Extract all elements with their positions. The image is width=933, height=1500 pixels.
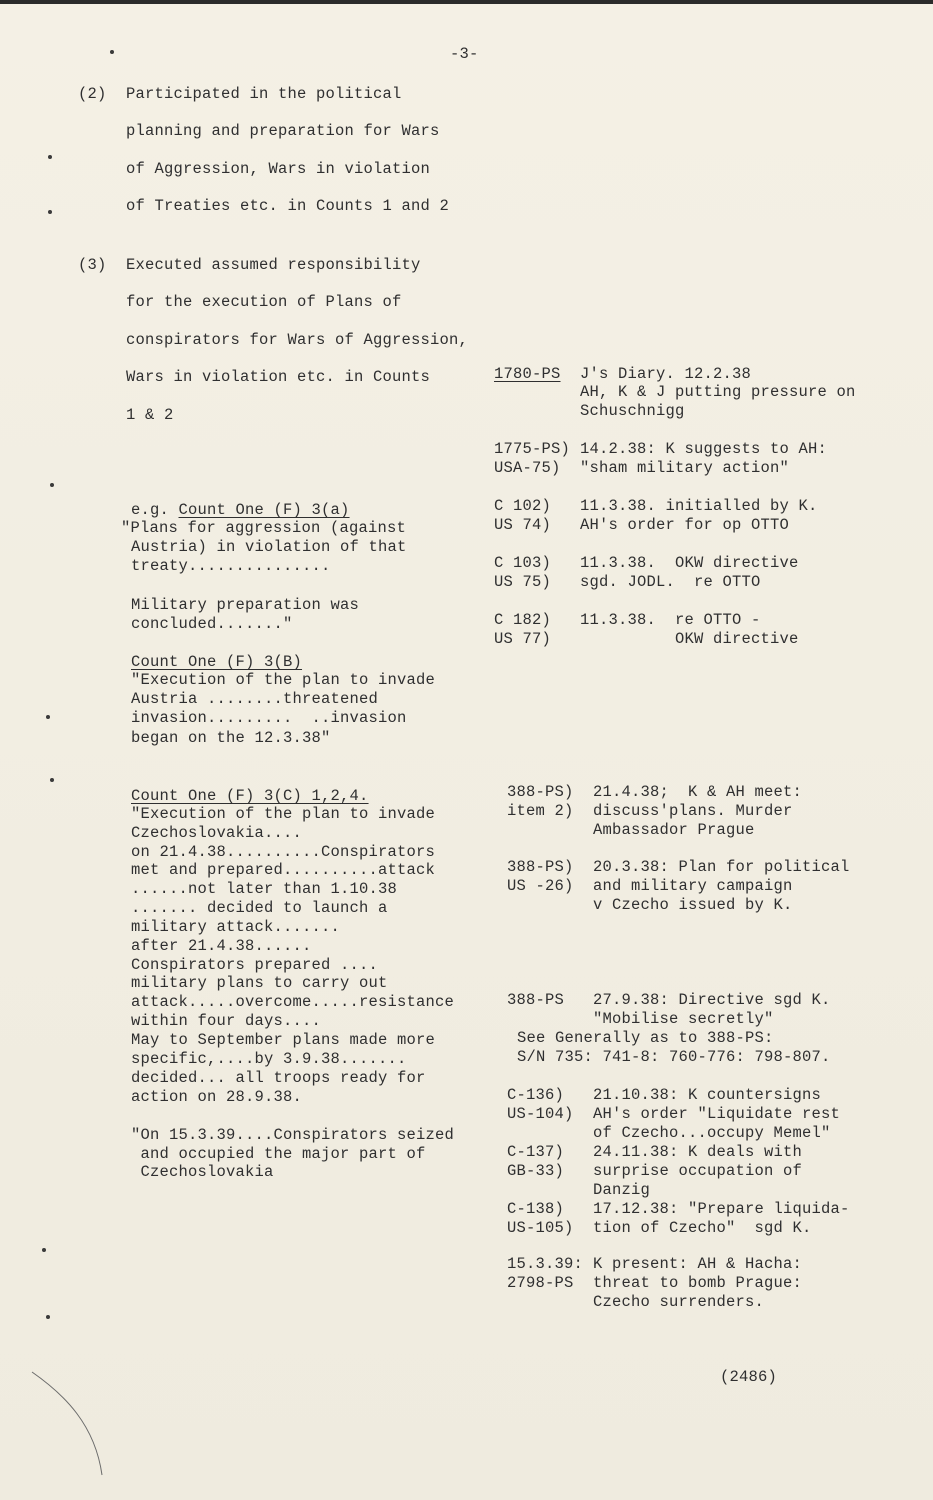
scan-speck <box>42 1248 46 1252</box>
f3c-line-8: after 21.4.38...... <box>131 937 312 955</box>
f3c-line-3: on 21.4.38..........Conspirators <box>131 843 436 861</box>
ref-us-74: US 74) <box>494 516 552 534</box>
desc-1780-line-1: J's Diary. 12.2.38 <box>580 365 752 383</box>
ref-1780-ps: 1780-PS <box>494 365 561 383</box>
desc-c102-line-2: AH's order for op OTTO <box>580 516 790 534</box>
f3c-line-6: ....... decided to launch a <box>131 899 388 917</box>
f3c-line-4: met and prepared..........attack <box>131 861 436 879</box>
item-3-line-5: 1 & 2 <box>126 406 174 424</box>
ref-us-105: US-105) <box>507 1219 574 1237</box>
ref-388-ps-a: 388-PS) <box>507 783 574 801</box>
desc-388c-line-1: 27.9.38: Directive sgd K. <box>593 991 831 1009</box>
desc-388a-line-2: discuss'plans. Murder <box>593 802 793 820</box>
ref-15-3-39: 15.3.39: <box>507 1255 584 1273</box>
f3c-line-11: attack.....overcome.....resistance <box>131 993 455 1011</box>
ref-c-182: C 182) <box>494 611 552 629</box>
desc-c136-line-3: of Czecho...occupy Memel" <box>593 1124 831 1142</box>
desc-c138-line-1: 17.12.38: "Prepare liquida- <box>593 1200 850 1218</box>
ref-c-137: C-137) <box>507 1143 565 1161</box>
desc-1780-line-3: Schuschnigg <box>580 402 685 420</box>
scan-speck <box>50 778 54 782</box>
ref-2798-ps: 2798-PS <box>507 1274 574 1292</box>
desc-c103-line-2: sgd. JODL. re OTTO <box>580 573 761 591</box>
desc-c182-line-1: 11.3.38. re OTTO - <box>580 611 761 629</box>
ref-1775-ps: 1775-PS) <box>494 440 571 458</box>
scan-speck <box>110 50 114 54</box>
scan-speck <box>46 715 50 719</box>
ref-c-136: C-136) <box>507 1086 565 1104</box>
desc-388b-line-2: and military campaign <box>593 877 793 895</box>
f3c-line-13: May to September plans made more <box>131 1031 436 1049</box>
f3b-line-2: Austria ........threatened <box>131 690 379 708</box>
ref-388-ps-b: 388-PS) <box>507 858 574 876</box>
scan-speck <box>48 210 52 214</box>
desc-1780-line-2: AH, K & J putting pressure on <box>580 383 856 401</box>
desc-c136-line-2: AH's order "Liquidate rest <box>593 1105 841 1123</box>
f3c-line-1: "Execution of the plan to invade <box>131 805 436 823</box>
desc-2798-line-3: Czecho surrenders. <box>593 1293 765 1311</box>
desc-1775-line-2: "sham military action" <box>580 459 790 477</box>
scan-speck <box>50 483 54 487</box>
item-2-line-3: of Aggression, Wars in violation <box>126 160 431 178</box>
desc-388a-line-1: 21.4.38; K & AH meet: <box>593 783 803 801</box>
desc-c102-line-1: 11.3.38. initialled by K. <box>580 497 818 515</box>
ref-388-ps-c: 388-PS <box>507 991 565 1009</box>
final-line-2: and occupied the major part of <box>131 1145 426 1163</box>
top-edge-line <box>0 0 933 4</box>
f3c-line-12: within four days.... <box>131 1012 322 1030</box>
f3c-line-5: ......not later than 1.10.38 <box>131 880 398 898</box>
ref-us-77: US 77) <box>494 630 552 648</box>
f3a-line-3: treaty............... <box>131 557 331 575</box>
desc-c182-line-2: OKW directive <box>580 630 799 648</box>
final-line-3: Czechoslovakia <box>131 1163 274 1181</box>
ref-us-104: US-104) <box>507 1105 574 1123</box>
footer-document-number: (2486) <box>720 1368 778 1386</box>
ref-us-75: US 75) <box>494 573 552 591</box>
f3c-line-2: Czechoslovakia.... <box>131 824 303 842</box>
count-one-f3b-heading: Count One (F) 3(B) <box>131 653 303 671</box>
f3c-line-15: decided... all troops ready for <box>131 1069 426 1087</box>
desc-388b-line-3: v Czecho issued by K. <box>593 896 793 914</box>
desc-c138-line-2: tion of Czecho" sgd K. <box>593 1219 812 1237</box>
f3c-line-10: military plans to carry out <box>131 974 388 992</box>
item-3-line-4: Wars in violation etc. in Counts <box>126 368 431 386</box>
f3b-line-3: invasion......... ..invasion <box>131 709 407 727</box>
f3a-line-4: Military preparation was <box>131 596 360 614</box>
final-line-1: "On 15.3.39....Conspirators seized <box>131 1126 455 1144</box>
page-number: -3- <box>450 45 479 63</box>
desc-388a-line-3: Ambassador Prague <box>593 821 755 839</box>
item-3-line-1: Executed assumed responsibility <box>126 256 421 274</box>
item-2-line-2: planning and preparation for Wars <box>126 122 440 140</box>
desc-c136-line-1: 21.10.38: K countersigns <box>593 1086 822 1104</box>
desc-c137-line-1: 24.11.38: K deals with <box>593 1143 803 1161</box>
desc-388b-line-1: 20.3.38: Plan for political <box>593 858 850 876</box>
item-3-line-2: for the execution of Plans of <box>126 293 402 311</box>
ref-usa-75: USA-75) <box>494 459 561 477</box>
scan-speck <box>48 155 52 159</box>
count-one-f3c-heading: Count One (F) 3(C) 1,2,4. <box>131 787 369 805</box>
desc-1775-line-1: 14.2.38: K suggests to AH: <box>580 440 828 458</box>
see-generally-line-1: See Generally as to 388-PS: <box>517 1029 774 1047</box>
desc-388c-line-2: "Mobilise secretly" <box>593 1010 774 1028</box>
item-2-line-4: of Treaties etc. in Counts 1 and 2 <box>126 197 450 215</box>
f3c-line-16: action on 28.9.38. <box>131 1088 303 1106</box>
f3a-line-2: Austria) in violation of that <box>131 538 407 556</box>
item-3-number: (3) <box>78 256 107 274</box>
item-2-line-1: Participated in the political <box>126 85 402 103</box>
desc-c137-line-3: Danzig <box>593 1181 651 1199</box>
see-generally-line-2: S/N 735: 741-8: 760-776: 798-807. <box>517 1048 831 1066</box>
f3a-line-5: concluded......." <box>131 615 293 633</box>
desc-c137-line-2: surprise occupation of <box>593 1162 803 1180</box>
page-corner-curve <box>30 1370 110 1480</box>
f3c-line-7: military attack....... <box>131 918 341 936</box>
item-3-line-3: conspirators for Wars of Aggression, <box>126 331 469 349</box>
desc-2798-line-2: threat to bomb Prague: <box>593 1274 803 1292</box>
ref-gb-33: GB-33) <box>507 1162 565 1180</box>
f3c-line-9: Conspirators prepared .... <box>131 956 379 974</box>
f3b-line-4: began on the 12.3.38" <box>131 729 331 747</box>
ref-c-103: C 103) <box>494 554 552 572</box>
ref-item-2: item 2) <box>507 802 574 820</box>
scan-speck <box>46 1315 50 1319</box>
desc-c103-line-1: 11.3.38. OKW directive <box>580 554 799 572</box>
ref-us-26: US -26) <box>507 877 574 895</box>
item-2-number: (2) <box>78 85 107 103</box>
desc-2798-line-1: K present: AH & Hacha: <box>593 1255 803 1273</box>
f3a-line-1: "Plans for aggression (against <box>121 519 407 537</box>
f3b-line-1: "Execution of the plan to invade <box>131 671 436 689</box>
ref-c-138: C-138) <box>507 1200 565 1218</box>
count-one-f3a-heading: e.g. Count One (F) 3(a) <box>131 501 350 519</box>
f3c-line-14: specific,....by 3.9.38....... <box>131 1050 407 1068</box>
ref-c-102: C 102) <box>494 497 552 515</box>
